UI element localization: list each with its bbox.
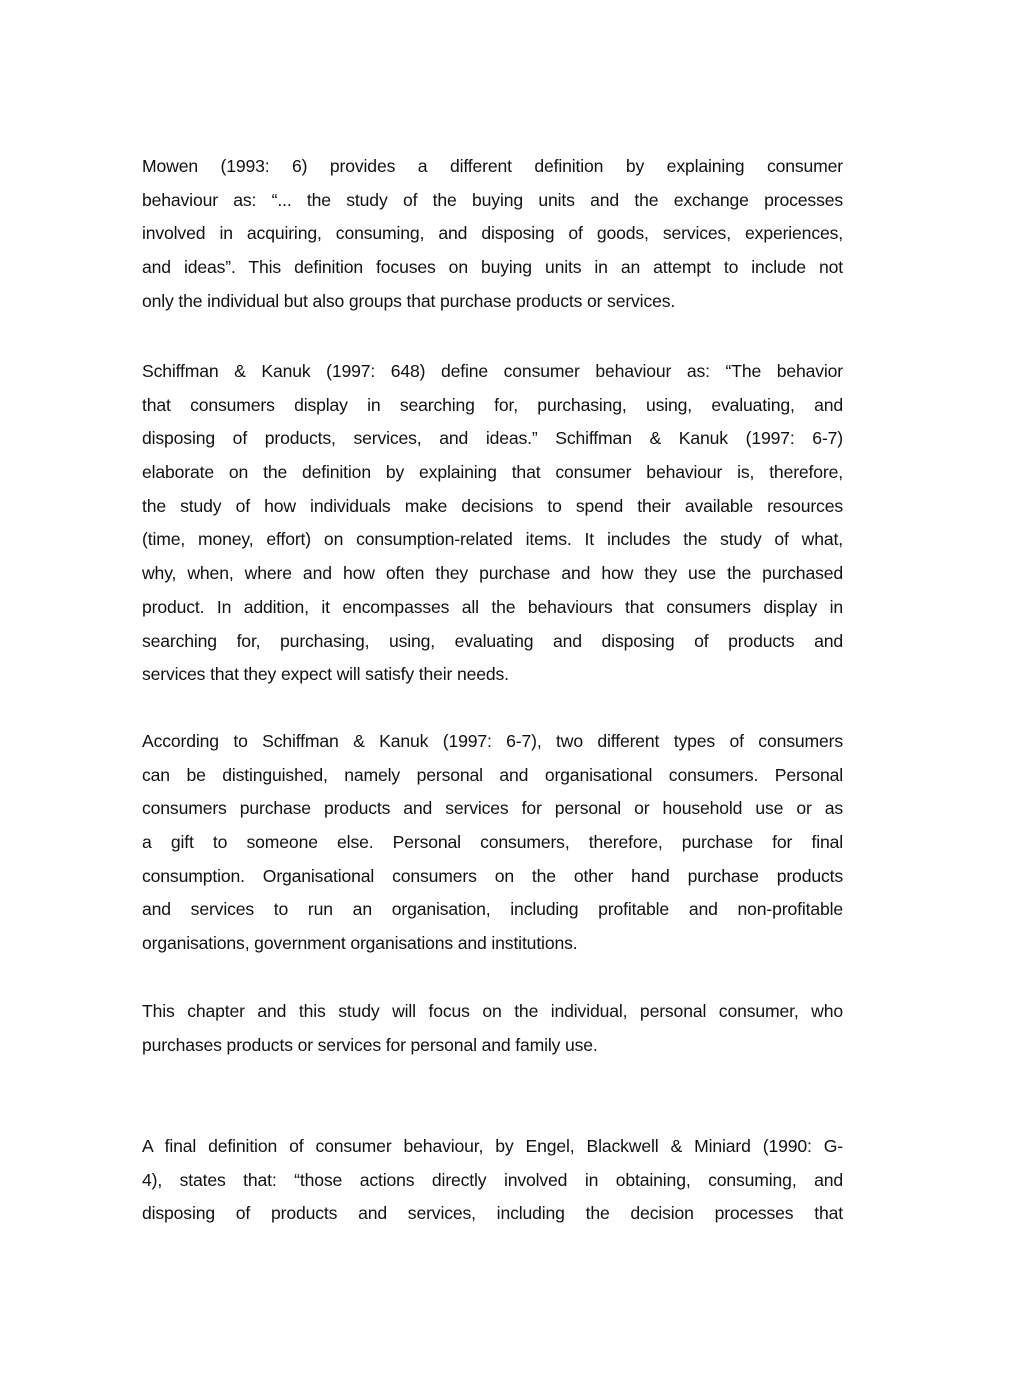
text-line: purchases products or services for personal and family use. bbox=[142, 1034, 598, 1055]
text-line: why, when, where and how often they purchase and how they use the purchased bbox=[142, 563, 843, 584]
text-line: behaviour as: “... the study of the buying units and the exchange processes bbox=[142, 189, 843, 210]
text-line: According to Schiffman & Kanuk (1997: 6-7), two different types of consumers bbox=[142, 731, 843, 751]
text-line: (time, money, effort) on consumption-related items. It includes the study of what, bbox=[142, 529, 843, 550]
text-line: consumers purchase products and services for personal or household use or as bbox=[142, 798, 843, 819]
text-line: Mowen (1993: 6) provides a different definition by explaining consumer bbox=[142, 156, 843, 176]
text-line: and ideas”. This definition focuses on buying units in an attempt to include not bbox=[142, 257, 843, 278]
text-line: disposing of products and services, including the decision processes that bbox=[142, 1203, 843, 1224]
text-line: organisations, government organisations and institutions. bbox=[142, 933, 578, 954]
text-line: A final definition of consumer behaviour, by Engel, Blackwell & Miniard (1990: G- bbox=[142, 1136, 843, 1156]
text-line: services that they expect will satisfy their needs. bbox=[142, 664, 509, 685]
text-line: disposing of products, services, and ideas.” Schiffman & Kanuk (1997: 6-7) bbox=[142, 428, 843, 449]
text-line: This chapter and this study will focus on the individual, personal consumer, who bbox=[142, 1001, 843, 1021]
paragraph-consumer-types bbox=[142, 725, 843, 961]
text-line: product. In addition, it encompasses all the behaviours that consumers display in bbox=[142, 596, 843, 617]
text-line: 4), states that: “those actions directly involved in obtaining, consuming, and bbox=[142, 1169, 843, 1190]
text-line: only the individual but also groups that purchase products or services. bbox=[142, 290, 676, 311]
text-line: that consumers display in searching for, purchasing, using, evaluating, and bbox=[142, 394, 843, 415]
paragraph-schiffman-kanuk-definition bbox=[142, 355, 843, 692]
text-line: searching for, purchasing, using, evaluating and disposing of products and bbox=[142, 630, 843, 651]
text-line: elaborate on the definition by explaining that consumer behaviour is, therefore, bbox=[142, 462, 843, 483]
text-line: a gift to someone else. Personal consumers, therefore, purchase for final bbox=[142, 832, 843, 853]
text-line: and services to run an organisation, including profitable and non-profitable bbox=[142, 899, 843, 920]
text-line: can be distinguished, namely personal and organisational consumers. Personal bbox=[142, 764, 843, 785]
text-line: involved in acquiring, consuming, and disposing of goods, services, experiences, bbox=[142, 223, 843, 244]
paragraph-study-focus bbox=[142, 995, 843, 1062]
paragraph-mowen-definition bbox=[142, 150, 843, 318]
text-line: the study of how individuals make decisions to spend their available resources bbox=[142, 495, 843, 516]
paragraph-engel-definition bbox=[142, 1130, 843, 1231]
text-line: Schiffman & Kanuk (1997: 648) define consumer behaviour as: “The behavior bbox=[142, 361, 843, 381]
text-line: consumption. Organisational consumers on the other hand purchase products bbox=[142, 865, 843, 886]
